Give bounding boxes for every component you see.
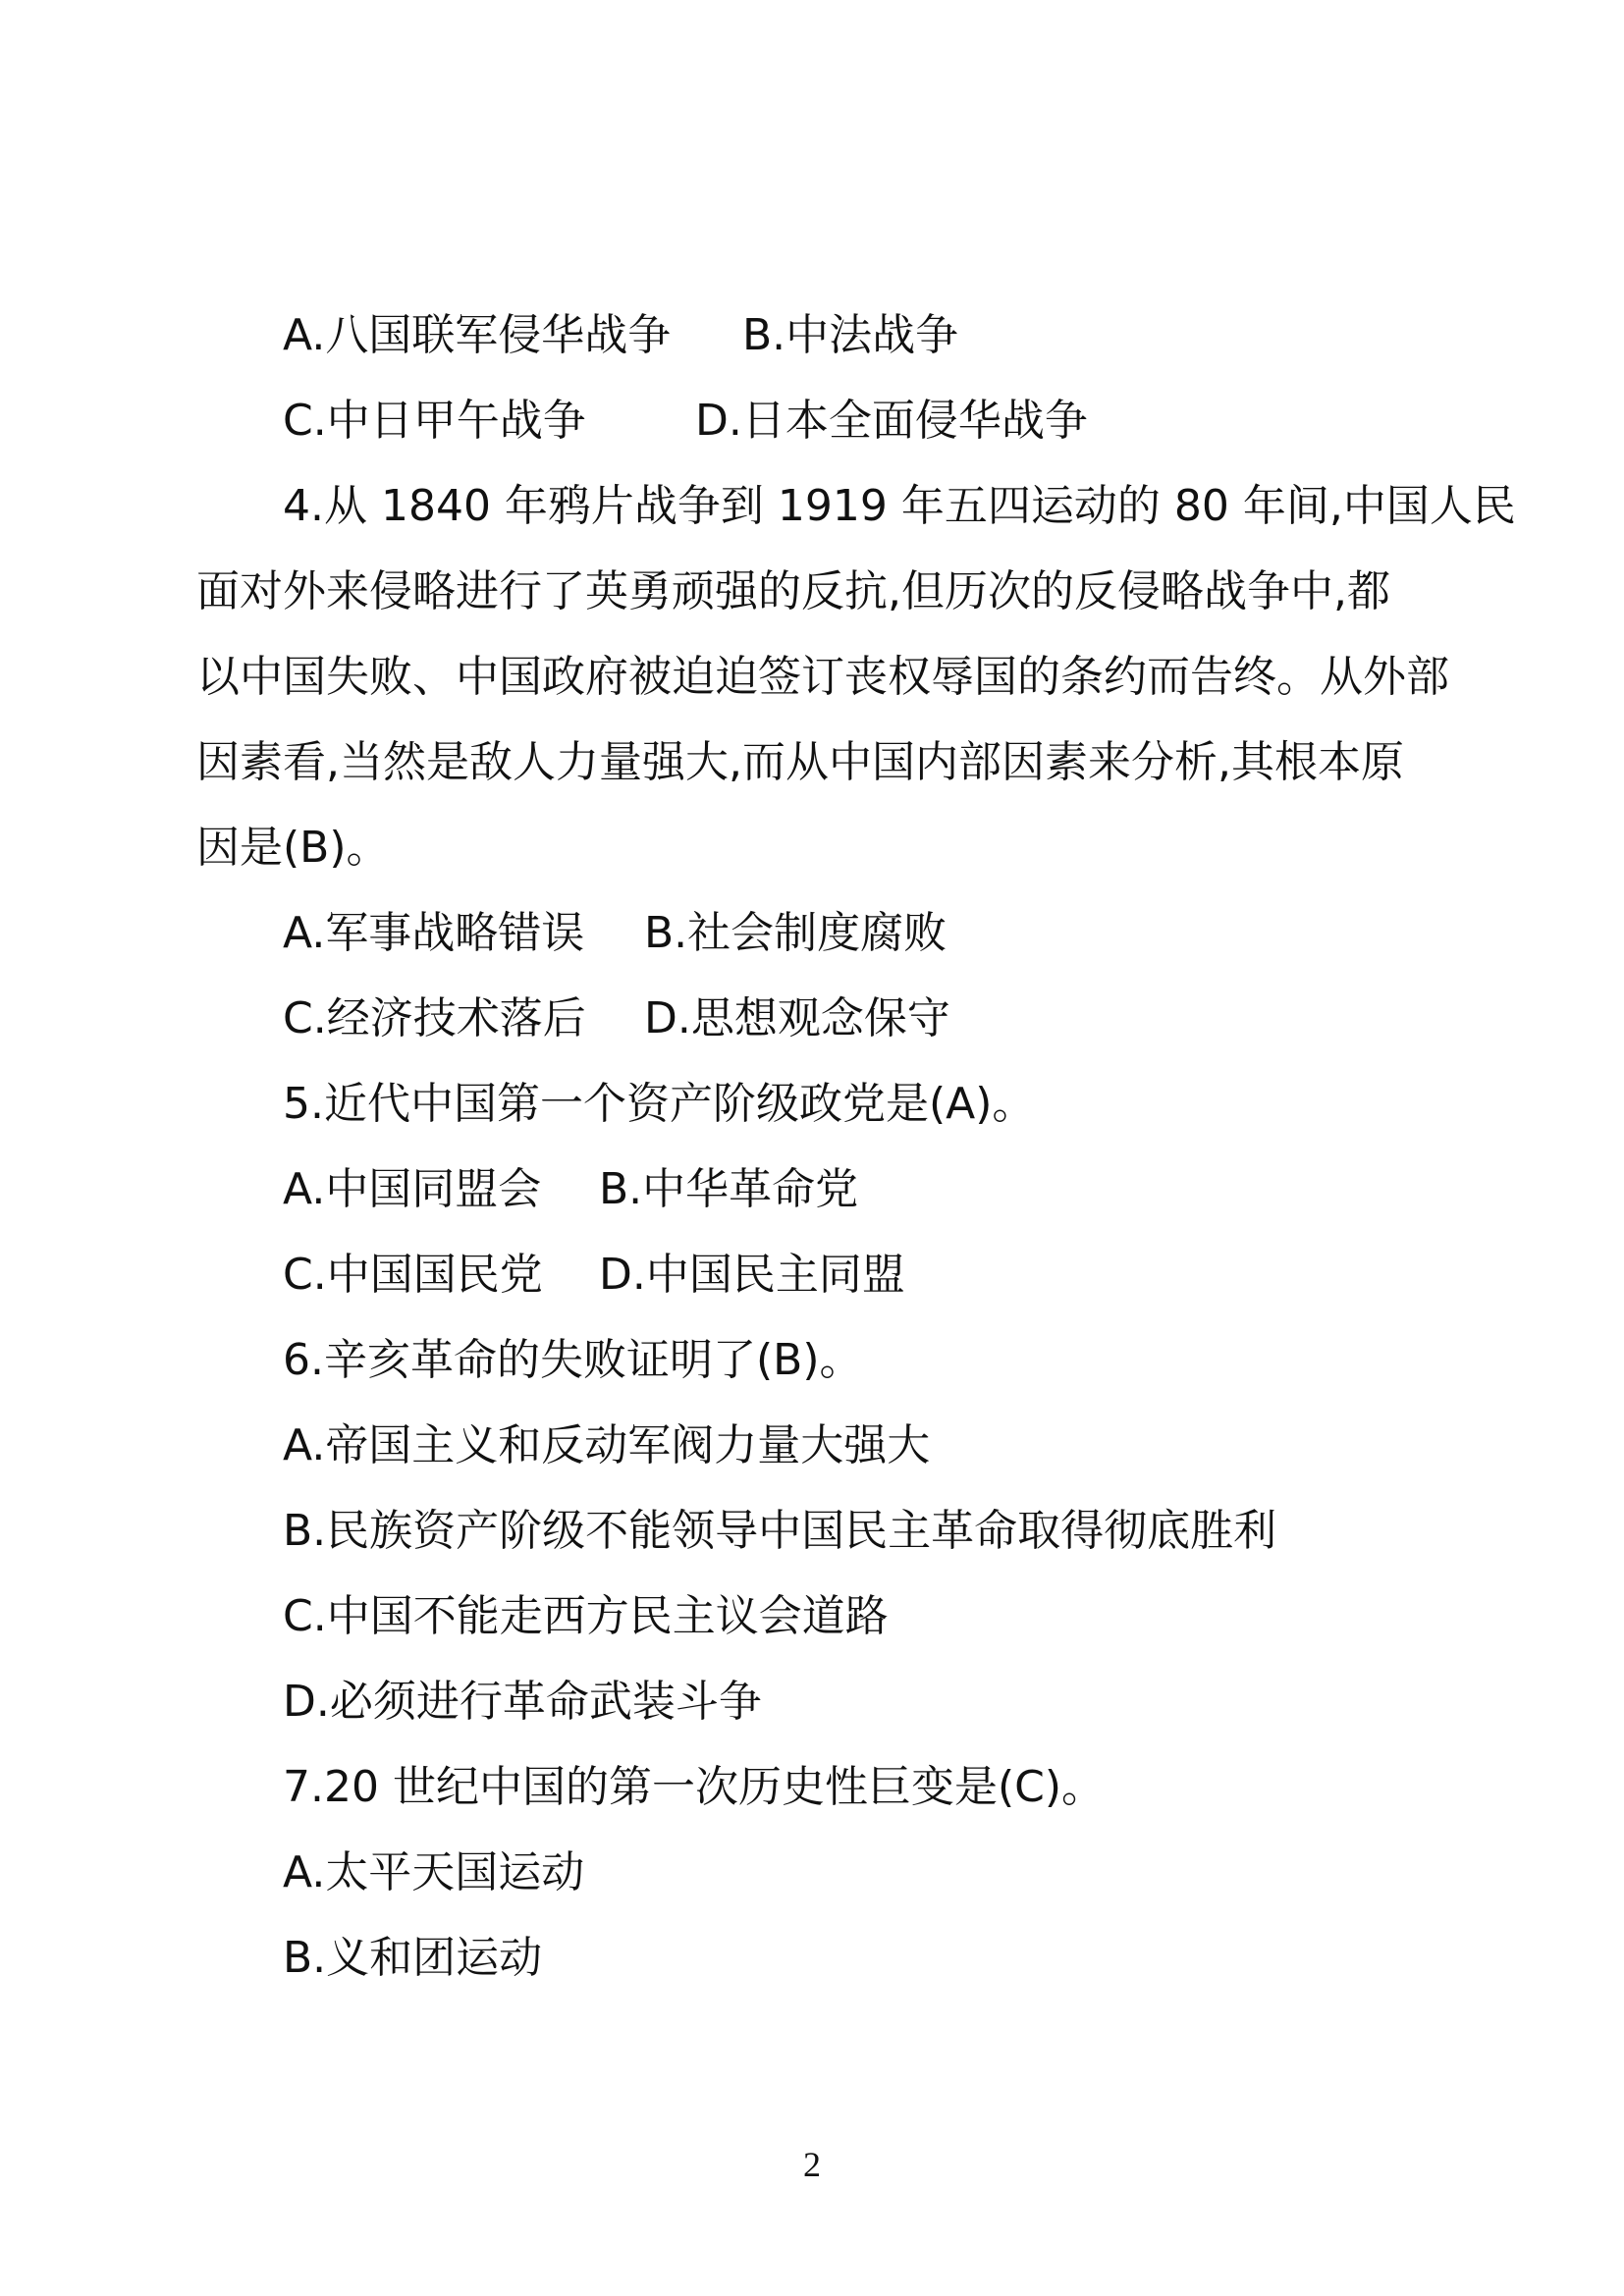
q4-line-1: 4.从 1840 年鸦片战争到 1919 年五四运动的 80 年间,中国人民 [283, 481, 1516, 531]
q7-option-b: B.义和团运动 [283, 1933, 543, 1983]
q5-option-a: A.中国同盟会 [283, 1164, 542, 1214]
q6-option-d: D.必须进行革命武装斗争 [283, 1677, 762, 1727]
q4-option-b: B.社会制度腐败 [644, 908, 947, 958]
q7-option-a: A.太平天国运动 [283, 1847, 585, 1897]
page-number: 2 [803, 2145, 821, 2184]
q7-question: 7.20 世纪中国的第一次历史性巨变是(C)。 [283, 1762, 1106, 1812]
q4-option-a: A.军事战略错误 [283, 908, 585, 958]
q6-option-a: A.帝国主义和反动军阀力量大强大 [283, 1420, 931, 1470]
q6-option-b: B.民族资产阶级不能领导中国民主革命取得彻底胜利 [283, 1506, 1277, 1556]
q3-option-d: D.日本全面侵华战争 [695, 396, 1088, 446]
q5-option-c: C.中国国民党 [283, 1250, 543, 1300]
q3-option-a: A.八国联军侵华战争 [283, 310, 672, 360]
q6-option-c: C.中国不能走西方民主议会道路 [283, 1591, 889, 1641]
q3-option-c: C.中日甲午战争 [283, 396, 586, 446]
q4-line-3: 以中国失败、中国政府被迫迫签订丧权辱国的条约而告终。从外部 [196, 652, 1449, 702]
q4-option-d: D.思想观念保守 [644, 993, 950, 1043]
q4-line-4: 因素看,当然是敌人力量强大,而从中国内部因素来分析,其根本原 [196, 737, 1404, 787]
q5-option-d: D.中国民主同盟 [599, 1250, 905, 1300]
q5-option-b: B.中华革命党 [599, 1164, 859, 1214]
q3-option-b: B.中法战争 [742, 310, 959, 360]
q6-question: 6.辛亥革命的失败证明了(B)。 [283, 1335, 863, 1385]
q4-line-2: 面对外来侵略进行了英勇顽强的反抗,但历次的反侵略战争中,都 [196, 566, 1390, 616]
q4-line-5: 因是(B)。 [196, 823, 390, 873]
q4-option-c: C.经济技术落后 [283, 993, 586, 1043]
q5-question: 5.近代中国第一个资产阶级政党是(A)。 [283, 1079, 1036, 1129]
